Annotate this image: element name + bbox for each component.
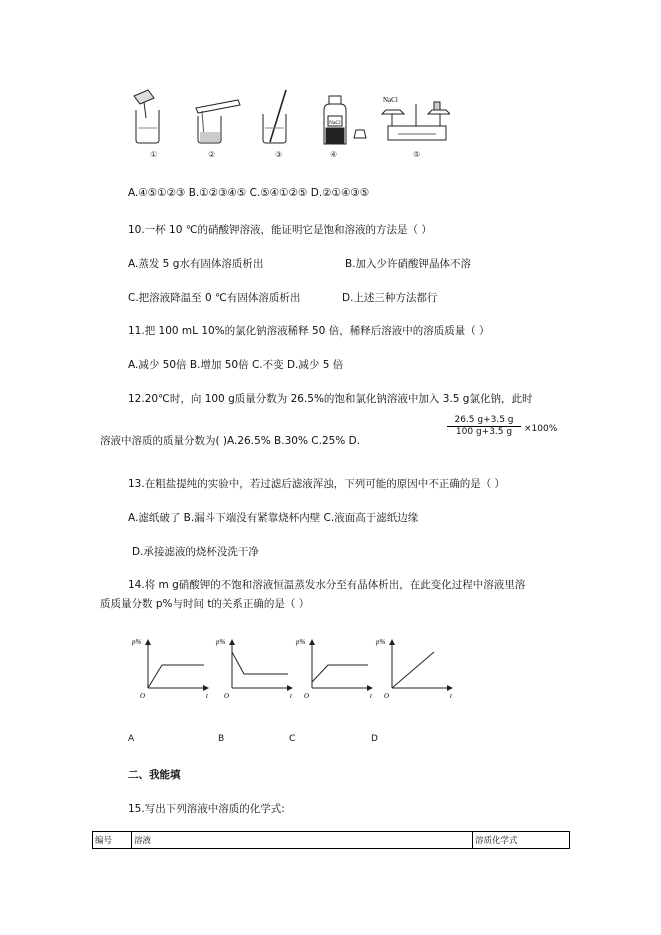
q14-graphs xyxy=(128,632,468,704)
q13-options-abc: A.滤纸破了 B.漏斗下端没有紧靠烧杯内壁 C.液面高于滤纸边缘 xyxy=(128,512,419,524)
q12-line1: 12.20℃时，向 100 g质量分数为 26.5%的饱和氯化钠溶液中加入 3.5 g氯化钠，此时 xyxy=(128,393,533,405)
apparatus-label-4: ④ xyxy=(330,150,338,159)
graph-d-origin: O xyxy=(384,692,390,700)
section-2-title: 二、我能填 xyxy=(128,769,181,781)
graph-b xyxy=(215,638,293,700)
scale-nacl-label: NaCl xyxy=(383,96,398,104)
q12-fraction xyxy=(447,415,521,438)
table-header-formula: 溶质化学式 xyxy=(473,832,570,849)
graph-a-y-label: p% xyxy=(132,638,142,646)
q15-table xyxy=(92,831,570,849)
apparatus-figure xyxy=(120,88,450,163)
q10-option-a: A.蒸发 5 g水有固体溶质析出 xyxy=(128,258,264,270)
bottle-nacl-label: NaCl xyxy=(329,120,341,126)
q13-option-d: D.承接滤液的烧杯没洗干净 xyxy=(132,546,259,558)
table-header-number: 编号 xyxy=(93,832,132,849)
apparatus-label-3: ③ xyxy=(275,150,283,159)
graph-d-curve xyxy=(392,652,434,688)
apparatus-label-2: ② xyxy=(208,150,216,159)
table-header-solution: 溶液 xyxy=(132,832,473,849)
apparatus-5-icon xyxy=(382,102,450,140)
graph-c-curve xyxy=(312,665,368,682)
q14-line1: 14.将 m g硝酸钾的不饱和溶液恒温蒸发水分至有晶体析出，在此变化过程中溶液里溶 xyxy=(128,579,526,591)
q12-line2: 溶液中溶质的质量分数为( )A.26.5% B.30% C.25% D. xyxy=(100,435,361,447)
graph-c-origin: O xyxy=(304,692,310,700)
graph-b-origin: O xyxy=(224,692,230,700)
q10-option-d: D.上述三种方法都行 xyxy=(342,292,438,304)
graph-d-label: D xyxy=(371,734,378,744)
q11-options: A.减少 50倍 B.增加 50倍 C.不变 D.减少 5 倍 xyxy=(128,359,344,371)
apparatus-3-icon xyxy=(263,90,286,143)
q12-fraction-numerator: 26.5 g+3.5 g xyxy=(447,415,521,427)
graph-b-label: B xyxy=(218,734,225,744)
graph-c-x-label: t xyxy=(370,692,372,700)
graph-b-curve xyxy=(232,652,288,674)
q10-option-b: B.加入少许硝酸钾晶体不溶 xyxy=(345,258,472,270)
graph-b-x-label: t xyxy=(290,692,292,700)
q10-option-c: C.把溶液降温至 0 ℃有固体溶质析出 xyxy=(128,292,301,304)
q15-stem: 15.写出下列溶液中溶质的化学式: xyxy=(128,803,285,815)
graph-a-origin: O xyxy=(140,692,146,700)
graph-a-curve xyxy=(148,665,204,688)
apparatus-label-5: ⑤ xyxy=(413,150,421,159)
apparatus-2-icon xyxy=(196,100,240,143)
apparatus-label-1: ① xyxy=(150,150,158,159)
graph-d-y-label: p% xyxy=(376,638,386,646)
graph-a-x-label: t xyxy=(206,692,208,700)
q14-line2: 质质量分数 p%与时间 t的关系正确的是（ ） xyxy=(100,598,310,610)
table-row xyxy=(93,832,570,849)
graph-c xyxy=(295,638,373,700)
graph-a-label: A xyxy=(128,734,135,744)
graph-d xyxy=(375,638,453,700)
graph-b-y-label: p% xyxy=(216,638,226,646)
q12-fraction-denominator: 100 g+3.5 g xyxy=(455,427,513,437)
graph-a xyxy=(131,638,209,700)
q9-options: A.④⑤①②③ B.①②③④⑤ C.⑤④①②⑤ D.②①④③⑤ xyxy=(128,187,370,199)
q13-stem: 13.在粗盐提纯的实验中，若过滤后滤液浑浊，下列可能的原因中不正确的是（ ） xyxy=(128,478,506,490)
graph-d-x-label: t xyxy=(450,692,452,700)
q11-stem: 11.把 100 mL 10%的氯化钠溶液稀释 50 倍，稀释后溶液中的溶质质量（ ） xyxy=(128,325,490,337)
graph-c-y-label: p% xyxy=(296,638,306,646)
graph-c-label: C xyxy=(289,734,296,744)
apparatus-1-icon xyxy=(134,90,159,143)
q10-stem: 10.一杯 10 ℃的硝酸钾溶液，能证明它是饱和溶液的方法是（ ） xyxy=(128,224,432,236)
q12-fraction-tail: ×100% xyxy=(524,424,558,434)
